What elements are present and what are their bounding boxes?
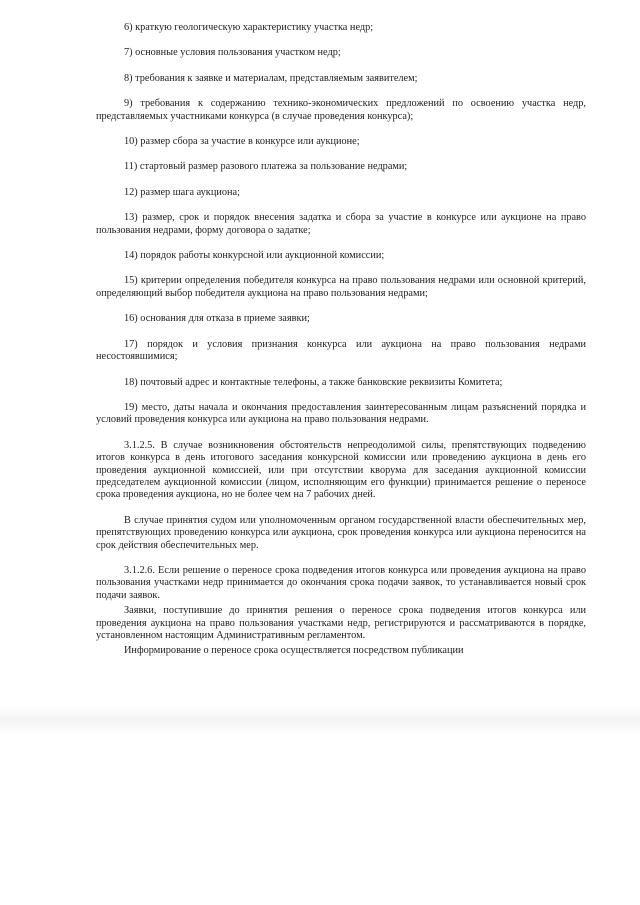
list-item-9: 9) требования к содержанию технико-экономических предложений по освоению участка недр, представляемых участниками конкурса (в случае проведения конкурса); <box>96 98 586 122</box>
list-item-15: 15) критерии определения победителя конкурса на право пользования недрами или основной критерий, определяющий выбор победителя аукциона на право пользования недрами; <box>96 275 586 299</box>
list-item-18: 18) почтовый адрес и контактные телефоны, а также банковские реквизиты Комитета; <box>124 376 503 388</box>
list-item-14: 14) порядок работы конкурсной или аукционной комиссии; <box>124 250 385 262</box>
paragraph-informing: Информирование о переносе срока осуществляется посредством публикации <box>124 645 464 657</box>
paragraph-applications: Заявки, поступившие до принятия решения о переносе срока подведения итогов конкурса или проведения аукциона на право пользования участками недр, регистрируются и рассматриваются в порядке, установленном настоящим Административным регламентом. <box>96 605 586 641</box>
document-body <box>96 22 586 658</box>
list-item-11: 11) стартовый размер разового платежа за пользование недрами; <box>124 161 408 173</box>
list-item-13: 13) размер, срок и порядок внесения задатка и сбора за участие в конкурсе или аукционе на право пользования недрами, форму договора о задатке; <box>96 212 586 236</box>
list-item-10: 10) размер сбора за участие в конкурсе или аукционе; <box>124 136 360 148</box>
list-item-17: 17) порядок и условия признания конкурса или аукциона на право пользования недрами несостоявшимися; <box>96 338 586 363</box>
list-item-12: 12) размер шага аукциона; <box>124 186 240 198</box>
list-item-19: 19) место, даты начала и окончания предоставления заинтересованным лицам разъяснений порядка и условий проведения конкурса или аукциона на право пользования недрами. <box>96 401 586 426</box>
scan-shadow-band <box>0 706 640 736</box>
list-item-8: 8) требования к заявке и материалам, представляемым заявителем; <box>124 72 418 84</box>
list-item-7: 7) основные условия пользования участком недр; <box>124 47 341 59</box>
paragraph-court-measures: В случае принятия судом или уполномоченным органом государственной власти обеспечительных мер, препятствующих проведению конкурса или аукциона, срок проведения конкурса или аукциона переносится на срок действия обеспечительных мер. <box>96 514 586 551</box>
list-item-6: 6) краткую геологическую характеристику участка недр; <box>124 22 374 33</box>
paragraph-3-1-2-6: 3.1.2.6. Если решение о переносе срока подведения итогов конкурса или проведения аукциона на право пользования участками недр принимается до окончания срока подачи заявок, то устанавливается новый срок подачи заявок. <box>96 564 586 601</box>
paragraph-3-1-2-5: 3.1.2.5. В случае возникновения обстоятельств непреодолимой силы, препятствующих подведению итогов конкурса в день итогового заседания конкурсной комиссии или проведению аукциона в день его проведения аукционной комиссией, или при отсутствии кворума для заседания аукционной комиссии председателем аукционной комиссии (лицом, исполняющим его функции) принимается решение о переносе срока проведения аукциона, но не более чем на 7 рабочих дней. <box>96 439 586 501</box>
list-item-16: 16) основания для отказа в приеме заявки; <box>124 313 310 325</box>
